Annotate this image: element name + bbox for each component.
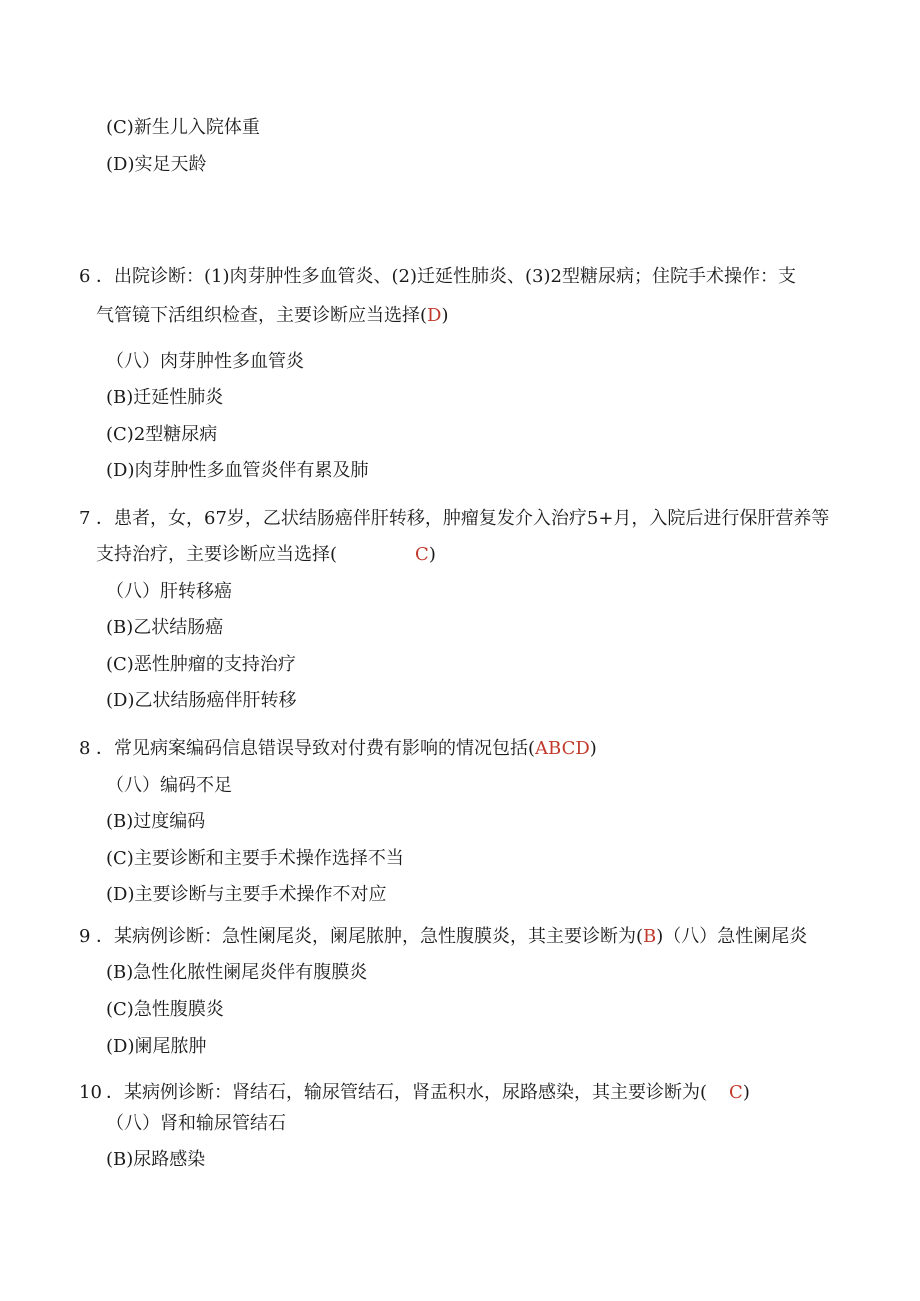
question-number: 9 [79,926,91,947]
question-text-cont: 气管镜下活组织检查，主要诊断应当选择(D) [96,305,449,326]
option-b: (B)过度编码 [106,811,206,832]
option-b: (B)急性化脓性阑尾炎伴有腹膜炎 [106,962,368,983]
question-text: ．患者，女，67岁，乙状结肠癌伴肝转移，肿瘤复发介入治疗5+月，入院后进行保肝营养等 [96,508,830,529]
option-a: （八）肝转移癌 [106,581,232,602]
option-c: (C)新生儿入院体重 [106,117,260,138]
question-text: ．出院诊断：(1)肉芽肿性多血管炎、(2)迁延性肺炎、(3)2型糖尿病；住院手术操作：支 [96,266,796,287]
option-d: (D)主要诊断与主要手术操作不对应 [106,884,387,905]
answer-key: D [427,305,442,326]
option-b: (B)迁延性肺炎 [106,387,224,408]
option-a: （八）编码不足 [106,775,232,796]
option-a: （八）肉芽肿性多血管炎 [106,351,304,372]
option-b: (B)乙状结肠癌 [106,617,224,638]
question-text: ．常见病案编码信息错误导致对付费有影响的情况包括(ABCD) [96,738,597,759]
option-c: (C)恶性肿瘤的支持治疗 [106,654,296,675]
option-b: (B)尿路感染 [106,1149,206,1170]
question-number: 6 [79,266,91,287]
question-number: 10 [79,1082,102,1103]
question-number: 8 [79,738,91,759]
option-d: (D)肉芽肿性多血管炎伴有累及肺 [106,460,369,481]
question-text: ．某病例诊断：肾结石，输尿管结石，肾盂积水，尿路感染，其主要诊断为( C) [106,1082,750,1103]
option-a: （八）肾和输尿管结石 [106,1113,286,1134]
answer-key: ABCD [535,738,590,759]
option-d: (D)实足天龄 [106,154,207,175]
answer-key: C [415,544,429,565]
question-text-cont: 支持治疗，主要诊断应当选择( C) [96,544,436,565]
option-c: (C)急性腹膜炎 [106,999,224,1020]
answer-key: B [643,926,657,947]
option-c: (C)2型糖尿病 [106,424,218,445]
option-d: (D)阑尾脓肿 [106,1036,207,1057]
question-number: 7 [79,508,91,529]
option-c: (C)主要诊断和主要手术操作选择不当 [106,848,404,869]
question-text: ．某病例诊断：急性阑尾炎，阑尾脓肿，急性腹膜炎，其主要诊断为(B)（八）急性阑尾炎 [96,926,808,947]
answer-key: C [729,1082,743,1103]
option-d: (D)乙状结肠癌伴肝转移 [106,690,297,711]
